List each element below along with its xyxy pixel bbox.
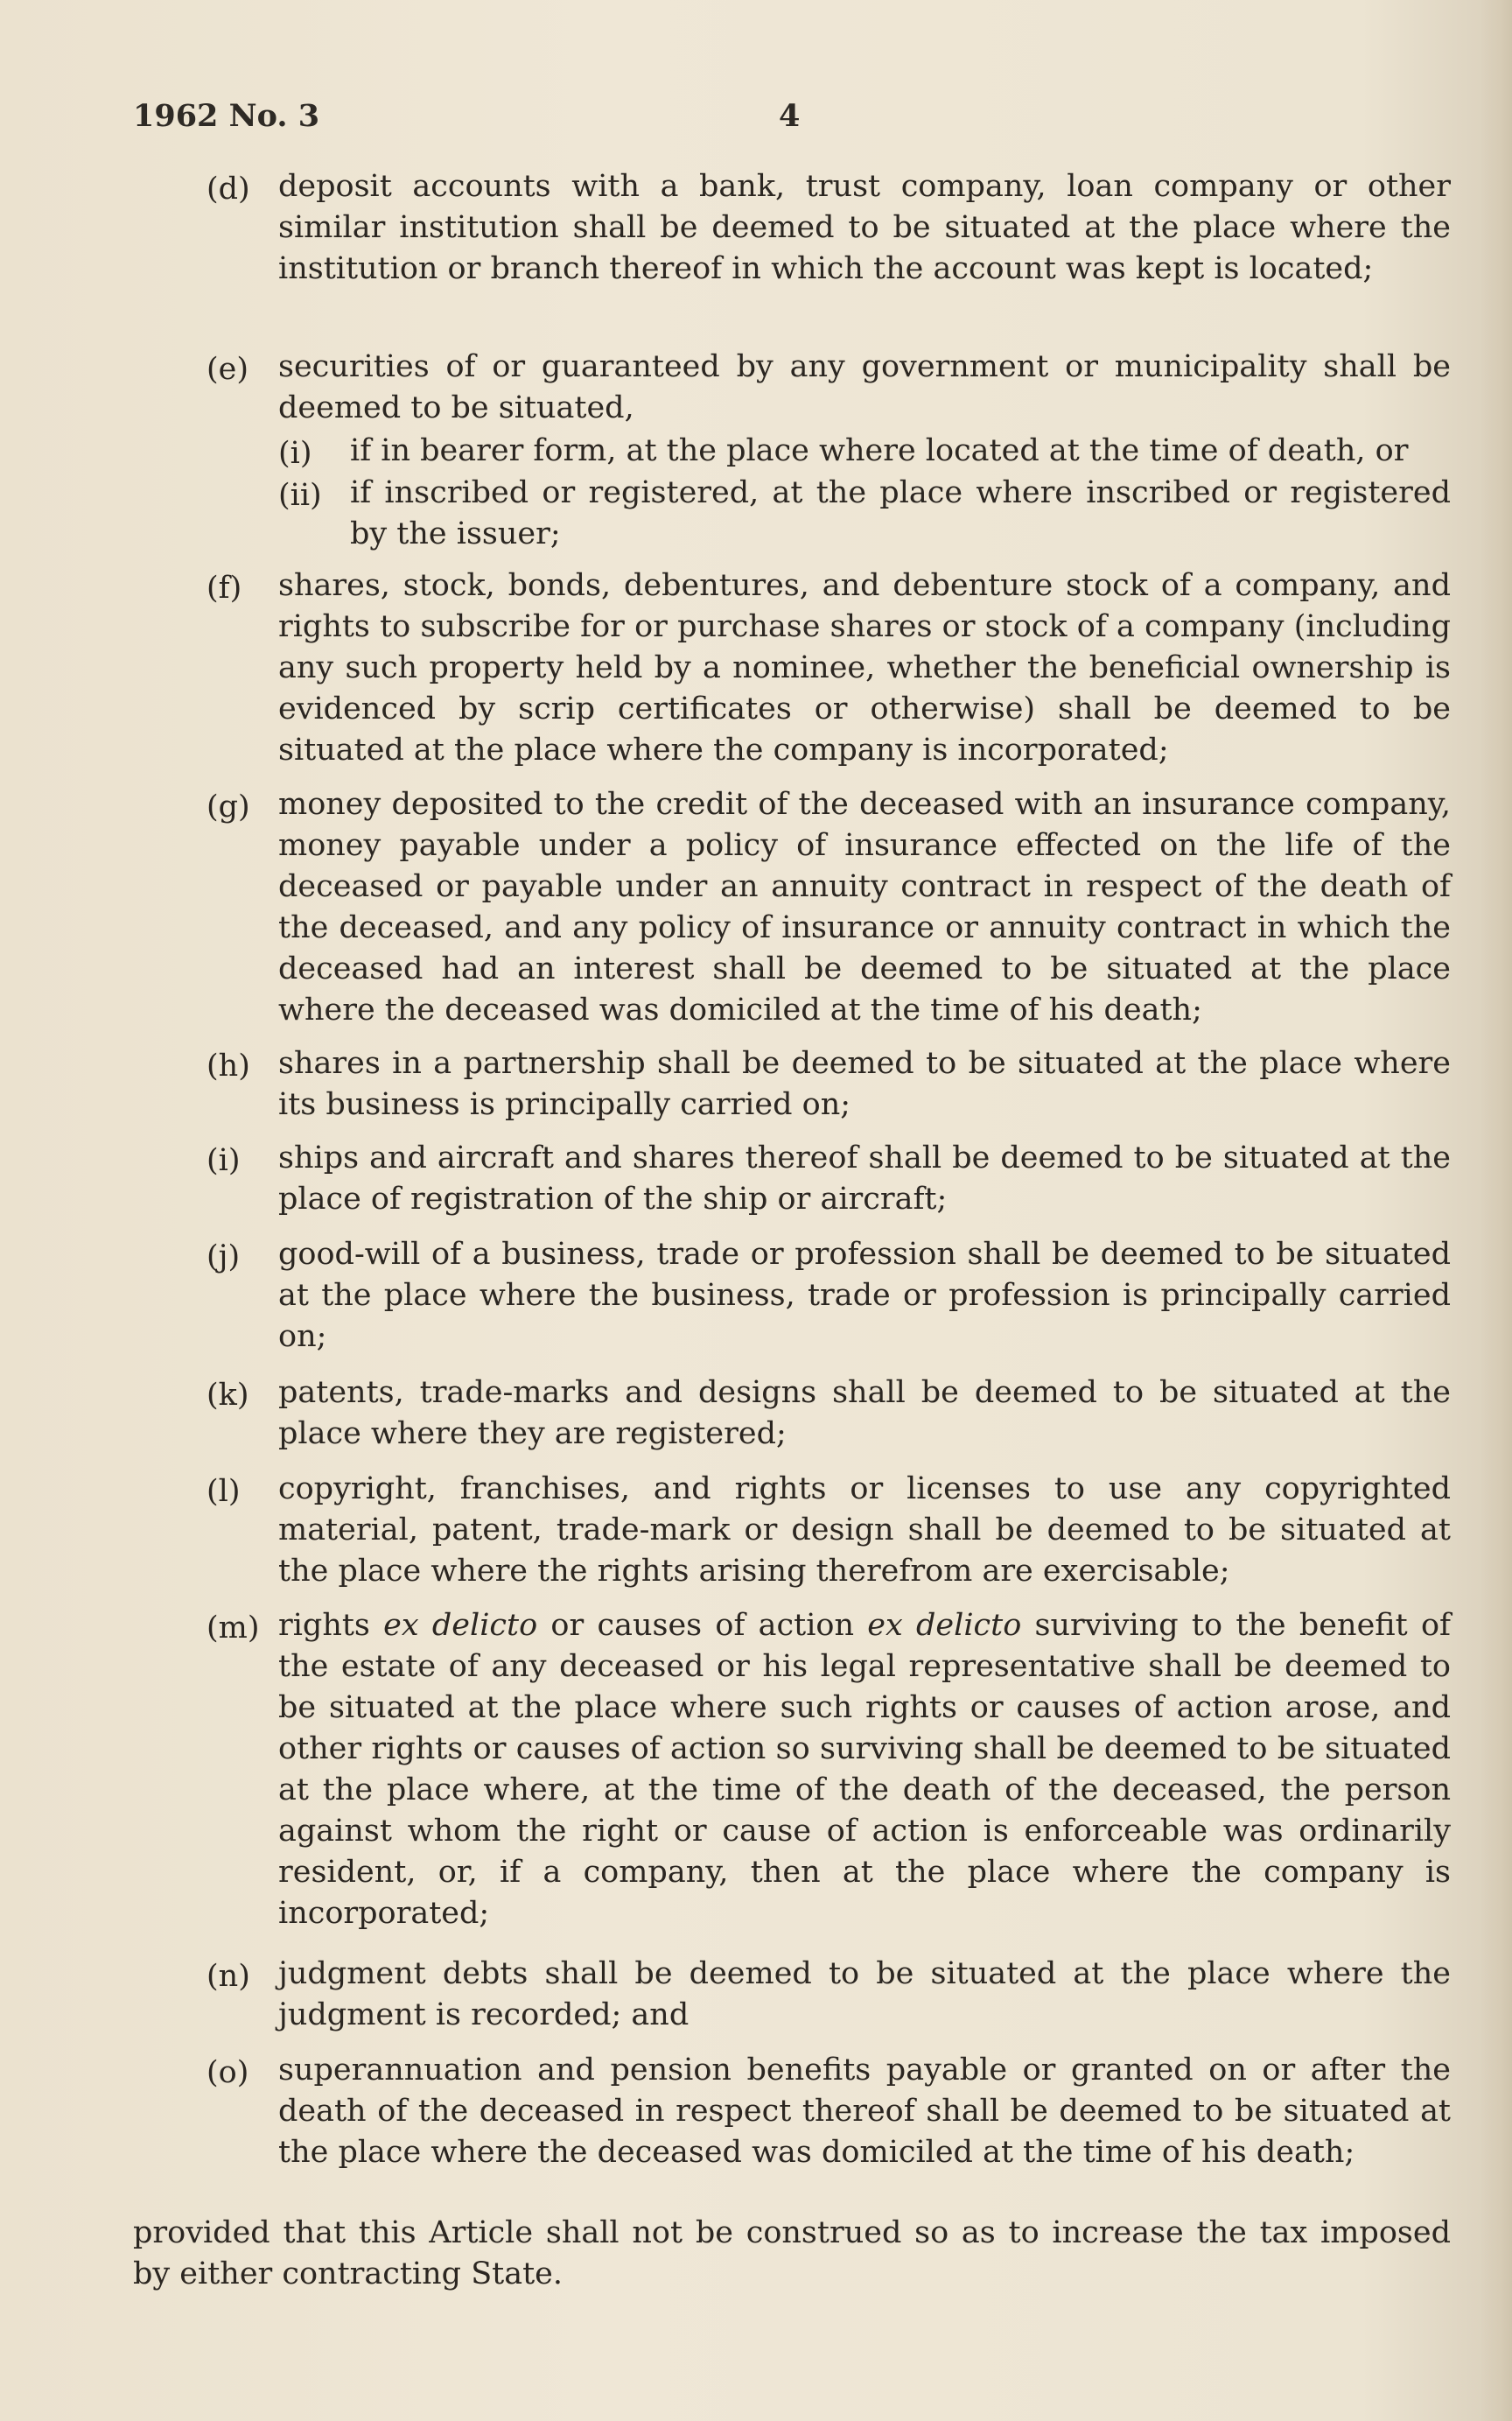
clause-text: good-will of a business, trade or profession shall be deemed to be situated at the place where the business, trade or profession is principally carried on; [278, 1237, 1451, 1354]
proviso-text: provided that this Article shall not be construed so as to increase the tax imposed by either contracting State. [133, 2215, 1451, 2291]
subclause-label: (ii) [278, 478, 322, 513]
clause-label: (m) [206, 1610, 260, 1646]
clause-text-part: rights [278, 1608, 384, 1643]
clause-text [278, 1605, 1451, 1934]
clause-text: shares, stock, bonds, debentures, and debenture stock of a company, and rights to subscribe for or purchase shares or stock of a company (including any such property held by a nominee, whether the beneficial ownership is evidenced by scrip certificates or otherwise) shall be deemed to be situated at the place where the company is incorporated; [278, 568, 1451, 768]
clause-text: patents, trade-marks and designs shall be deemed to be situated at the place where they are registered; [278, 1375, 1451, 1451]
clause-label: (e) [206, 352, 249, 387]
clause-label: (f) [206, 571, 242, 606]
clause-text-part: or causes of action [537, 1608, 868, 1643]
clause-text: shares in a partnership shall be deemed to be situated at the place where its business is principally carried on; [278, 1046, 1451, 1122]
clause-label: (k) [206, 1378, 249, 1413]
page-edge-shadow [1480, 0, 1512, 2421]
clause-label: (n) [206, 1959, 250, 1994]
clause-label: (d) [206, 172, 250, 207]
subclause-text: if in bearer form, at the place where located at the time of death, or [350, 433, 1409, 468]
clause-text-part: surviving to the benefit of the estate of any deceased or his legal representative shall be deemed to be situated at the place where such rights or causes of action arose, and other rights or causes of action so surviving shall be deemed to be situated at the place where, at the time of the death of the deceased, the person against whom the right or cause of action is enforceable was ordinarily resident, or, if a company, then at the place where the company is incorporated; [278, 1608, 1451, 1931]
clause-text: ships and aircraft and shares thereof shall be deemed to be situated at the place of registration of the ship or aircraft; [278, 1140, 1451, 1217]
clause-text: securities of or guaranteed by any government or municipality shall be deemed to be situated, [278, 349, 1451, 425]
subclause-text: if inscribed or registered, at the place where inscribed or registered by the issuer; [350, 475, 1451, 551]
clause-label: (g) [206, 789, 250, 825]
clause-text: copyright, franchises, and rights or licenses to use any copyrighted material, patent, trade-mark or design shall be deemed to be situated at the place where the rights arising therefrom are exercisable; [278, 1471, 1451, 1589]
clause-text: money deposited to the credit of the deceased with an insurance company, money payable under a policy of insurance effected on the life of the deceased or payable under an annuity contract in respect of the death of the deceased, and any policy of insurance or annuity contract in which the deceased had an interest shall be deemed to be situated at the place where the deceased was domiciled at the time of his death; [278, 787, 1451, 1028]
subclause-label: (i) [278, 436, 312, 471]
latin-term: ex delicto [867, 1608, 1022, 1643]
clause-label: (l) [206, 1474, 241, 1509]
clause-text: judgment debts shall be deemed to be situated at the place where the judgment is recorded; and [278, 1956, 1451, 2032]
latin-term: ex delicto [383, 1608, 538, 1643]
clause-label: (j) [206, 1239, 241, 1274]
clause-text: superannuation and pension benefits payable or granted on or after the death of the deceased in respect thereof shall be deemed to be situated at the place where the deceased was domiciled at the time of his death; [278, 2053, 1451, 2170]
clause-label: (i) [206, 1143, 241, 1178]
clause-label: (h) [206, 1049, 250, 1084]
document-year-number: 1962 No. 3 [133, 98, 320, 134]
clause-text: deposit accounts with a bank, trust company, loan company or other similar institution shall be deemed to be situated at the place where the institution or branch thereof in which the account was kept is located; [278, 169, 1451, 286]
clause-label: (o) [206, 2055, 249, 2090]
page-number: 4 [779, 98, 801, 134]
